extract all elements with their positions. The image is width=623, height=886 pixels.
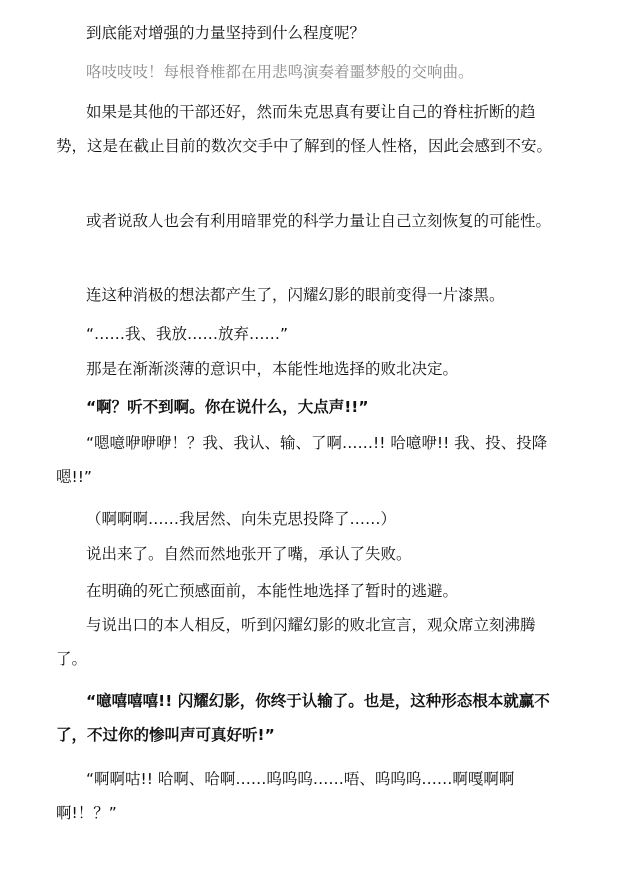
paragraph-4: 或者说敌人也会有利用暗罪党的科学力量让自己立刻恢复的可能性。 [86, 212, 552, 230]
paragraph-5: 连这种消极的想法都产生了，闪耀幻影的眼前变得一片漆黑。 [86, 286, 505, 304]
paragraph-3: 如果是其他的干部还好，然而朱克思真有要让自己的脊柱折断的趋势，这是在截止目前的数次交手中了解到的怪人性格，因此会感到不安。 [56, 103, 553, 155]
paragraph-9: “嗯噫咿咿咿！？我、我认、输、了啊……!! 哈噫咿!! 我、投、投降嗯!!” [56, 434, 548, 486]
paragraph-1: 到底能对增强的力量坚持到什么程度呢？ [86, 24, 366, 42]
paragraph-7: 那是在渐渐淡薄的意识中，本能性地选择的败北决定。 [86, 360, 459, 378]
paragraph-8: “啊？听不到啊。你在说什么，大点声!!” [86, 398, 369, 416]
paragraph-15: “啊啊咕!! 哈啊、哈啊……呜呜呜……唔、呜呜呜……啊嘎啊啊啊!！？” [56, 770, 515, 822]
paragraph-10: （啊啊啊……我居然、向朱克思投降了……） [86, 510, 397, 528]
paragraph-6: “……我、我放……放弃……” [86, 325, 289, 343]
paragraph-14: “噫嘻嘻嘻!! 闪耀幻影，你终于认输了。也是，这种形态根本就赢不了，不过你的惨叫声可真好听!” [56, 692, 550, 744]
paragraph-11: 说出来了。自然而然地张开了嘴，承认了失败。 [86, 545, 412, 563]
paragraph-13: 与说出口的本人相反，听到闪耀幻影的败北宣言，观众席立刻沸腾了。 [56, 616, 536, 668]
paragraph-2: 咯吱吱吱！每根脊椎都在用悲鸣演奏着噩梦般的交响曲。 [86, 63, 474, 81]
paragraph-12: 在明确的死亡预感面前，本能性地选择了暂时的逃避。 [86, 582, 459, 600]
